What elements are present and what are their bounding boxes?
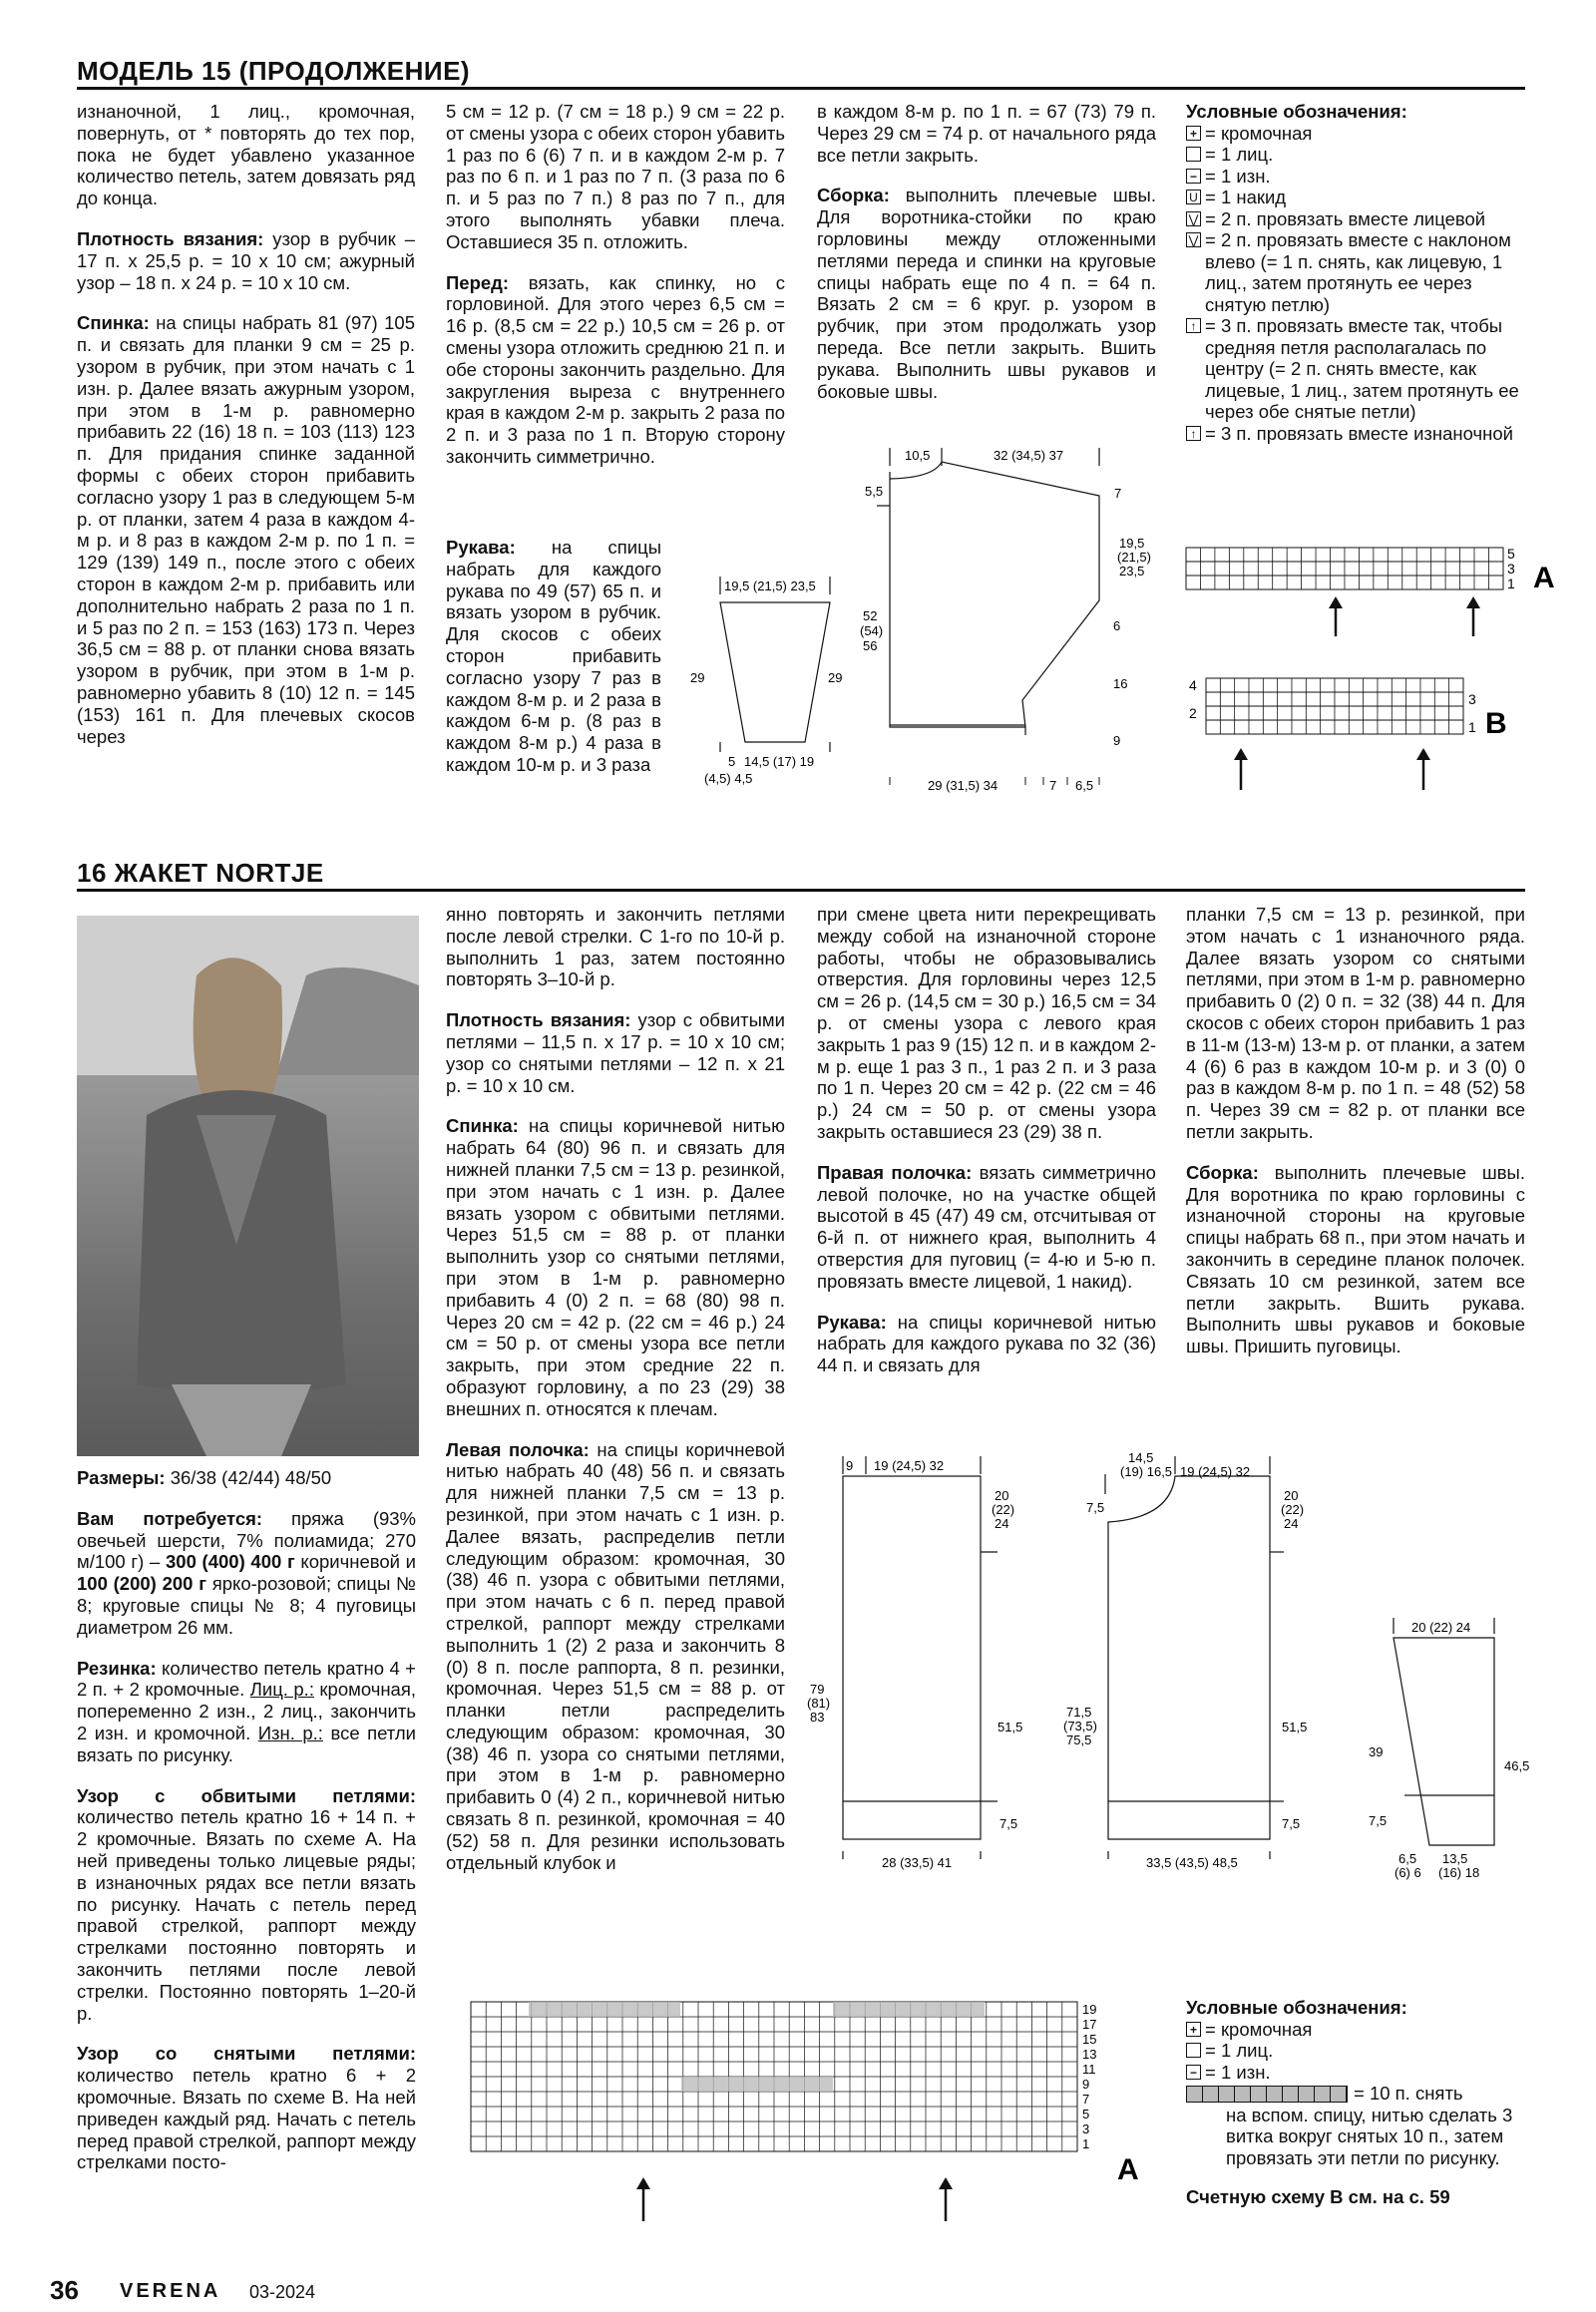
paragraph-back: Спинка: на спицы набрать 81 (97) 105 п. и связать для планки 9 см = 25 р. узором в рубчик, при этом начать с 1 изн. р. Далее вязать ажурным узором, при этом в 1-м р. равномерно прибавить 22 (16) 18 п. = 103 (113) 123 п. Для придания спинке заданной формы с обеих сторон прибавить согласно узору 1 раз в следующем 5-м р. от планки, затем 4 раза в каждом 4-м р. и 8 раз в каждом 2-м р. по 1 п. = 129 (139) 149 п., после этого с обеих сторон в каждом 2-м р. прибавить или дополнительно набрать 2 раза по 1 п. и 5 раз по 2 п. = 153 (163) 173 п. Через 36,5 см = 88 р. от планки снова вязать узором в рубчик, при этом в 1-м р. равномерно убавить 8 (10) 12 п. = 145 (153) 161 п. Для плечевых скосов через bbox=[77, 312, 415, 747]
row-number: 1 bbox=[1507, 576, 1515, 591]
legend-item: − = 1 изн. bbox=[1186, 166, 1525, 188]
dimension-label: 23,5 bbox=[1119, 564, 1145, 578]
dimension-label: (73,5) bbox=[1063, 1719, 1097, 1734]
dimension-label: 19,5 bbox=[1119, 536, 1145, 551]
dimension-label: (4,5) 4,5 bbox=[704, 771, 753, 786]
model15-chart-b bbox=[1186, 670, 1565, 800]
dimension-label: 79 bbox=[810, 1682, 825, 1697]
dimension-label: 24 bbox=[1284, 1516, 1299, 1531]
dimension-label: (6) 6 bbox=[1395, 1865, 1421, 1880]
model16-column-4 bbox=[1186, 904, 1525, 1376]
paragraph-sleeves: Рукава: на спицы коричневой нитью набрать для каждого рукава по 32 (36) 44 п. и связать для bbox=[817, 1311, 1156, 1376]
row-number: 3 bbox=[1082, 2121, 1090, 2136]
paragraph-left-front: Левая полочка: на спицы коричневой нитью набрать 40 (48) 56 п. и связать для нижней планки 7,5 см = 13 р. резинкой, при этом начать с 1 изн. р. Далее вязать, распределив петли следующим образом: кромочная, 30 (38) 46 п. узора с обвитыми петлями, при этом начать с 6 п. перед правой стрелкой, раппорт между стрелками выполнить 1 (2) 2 раза и закончить 8 (0) 8 п. после раппорта, 8 п. резинки, кромочная. Через 51,5 см = 88 р. от планки петли распределить следующим образом: кромочная, 30 (38) 46 п. узора со снятыми петлями, при этом в 1-м р. равномерно прибавить 0 (4) 2 п., коричневой нитью связать 8 п. резинкой, кромочная = 40 (52) 58 п. Для резинки использовать отдельный клубок и bbox=[446, 1438, 785, 1873]
note-chart-b: Счетную схему В см. на с. 59 bbox=[1186, 2186, 1450, 2207]
row-number: 3 bbox=[1468, 691, 1476, 707]
row-number: 3 bbox=[1507, 561, 1515, 577]
model15-column-2 bbox=[446, 101, 785, 487]
legend-item: ↑ = 3 п. провязать вместе изнаночной bbox=[1186, 423, 1525, 445]
chart-letter: A bbox=[1533, 562, 1555, 594]
s2kp-symbol-icon: ↑ bbox=[1186, 318, 1201, 333]
model16-column-3 bbox=[817, 904, 1156, 1395]
model15-sleeves-text bbox=[446, 537, 661, 795]
row-number: 9 bbox=[1082, 2077, 1090, 2092]
dimension-label: 14,5 bbox=[1128, 1450, 1154, 1465]
dimension-label: 5,5 bbox=[865, 484, 884, 499]
row-number: 1 bbox=[1468, 719, 1476, 735]
paragraph-materials: Вам потребуется: пряжа (93% овечьей шерсти, 7% полиамида; 270 м/100 г) – 300 (400) 400 г коричневой и 100 (200) 200 г ярко-розовой; спицы № 8; круговые спицы № 8; 4 пуговицы диаметром 26 мм. bbox=[77, 1507, 417, 1638]
dimension-label: 46,5 bbox=[1504, 1758, 1530, 1773]
dimension-label: 19 (24,5) 32 bbox=[874, 1458, 945, 1473]
row-number: 17 bbox=[1082, 2017, 1097, 2032]
section-rule bbox=[77, 87, 1525, 90]
chart-letter: B bbox=[1485, 707, 1507, 740]
paragraph: при смене цвета нити перекрещивать между собой на изнаночной стороне работы, чтобы не образовывались отверстия. Для горловины через 12,5 см = 26 р. (14,5 см = 30 р.) 16,5 см = 34 р. от смены узора с левого края закрыть 1 раз 9 (15) 12 п. и в каждом 2-м р. еще 1 раз 3 п., 1 раз 2 п. и 3 раза по 1 п. Через 20 см = 42 р. (22 см = 46 р.) 24 см = 50 р. от смены узора закрыть оставшиеся 23 (29) 38 п. bbox=[817, 904, 1156, 1142]
yarn-over-symbol-icon: U bbox=[1186, 190, 1201, 204]
paragraph-right-front: Правая полочка: вязать симметрично левой полочке, но на участке общей высотой в 45 (47) 49 см, отсчитывая от 6-й п. от нижнего края, выполнить 4 отверстия для пуговиц (= 4-ю и 5-ю п. провязать вместе лицевой, 1 накид). bbox=[817, 1161, 1156, 1292]
legend-title: Условные обозначения: bbox=[1186, 1997, 1407, 2018]
legend-item: ⋁ = 2 п. провязать вместе с наклоном влево (= 1 п. снять, как лицевую, 1 лиц., затем протянуть ее через снятую петлю) bbox=[1186, 229, 1525, 315]
model15-body-schematic bbox=[850, 446, 1169, 803]
dimension-label: 29 (31,5) 34 bbox=[928, 778, 998, 793]
row-number: 15 bbox=[1082, 2032, 1097, 2047]
row-number: 2 bbox=[1189, 705, 1197, 721]
dimension-label: 39 bbox=[1369, 1744, 1384, 1759]
dimension-label: 7,5 bbox=[1369, 1813, 1388, 1828]
arrow-up-icon bbox=[1466, 596, 1480, 636]
dimension-label: 19 (24,5) 32 bbox=[1180, 1464, 1251, 1479]
dimension-label: 52 bbox=[863, 608, 878, 623]
dimension-label: 9 bbox=[1113, 733, 1121, 748]
paragraph-assembly: Сборка: выполнить плечевые швы. Для воротника по краю горловины с изнаночной стороны на круговые спицы набрать 68 п., при этом начать и закончить в середине планок полочек. Связать 10 см резинкой, затем все петли закрыть. Вшить рукава. Выполнить швы рукавов и боковые швы. Пришить пуговицы. bbox=[1186, 1161, 1525, 1357]
dimension-label: 7,5 bbox=[999, 1816, 1018, 1831]
paragraph: 5 см = 12 р. (7 см = 18 р.) 9 см = 22 р. от смены узора с обеих сторон убавить 1 раз по 6 (6) 7 п. и в каждом 2-м р. 7 раз по 6 п. и 1 раз по 7 п. (3 раза по 6 п. и 5 раз по 7 п.) 8 раз по 7 п., для этого выполнять убавки плеча. Оставшиеся 35 п. отложить. bbox=[446, 101, 785, 252]
dimension-label: 75,5 bbox=[1066, 1733, 1092, 1747]
legend-item: + = кромочная bbox=[1186, 123, 1525, 145]
arrow-up-icon bbox=[1416, 748, 1430, 790]
legend-item: − = 1 изн. bbox=[1186, 2062, 1545, 2084]
model16-legend bbox=[1186, 1997, 1545, 2208]
section-title-model16: 16 ЖАКЕТ NORTJE bbox=[77, 858, 324, 888]
paragraph-back: Спинка: на спицы коричневой нитью набрать 64 (80) 96 п. и связать для нижней планки 7,5 см = 13 р. резинкой, при этом начать с 1 изн. р. Далее вязать узором с обвитыми петлями. Через 51,5 см = 88 р. от планки выполнить узор со снятыми петлями, при этом в 1-м р. равномерно прибавить 4 (0) 2 п. = 68 (80) 98 п. Через 20 см = 42 р. (22 см = 46 р.) 24 см = 50 р. от смены узора все петли закрыть, при этом средние 22 п. образуют горловину, а по 23 (29) 38 внешних п. относятся к плечам. bbox=[446, 1115, 785, 1419]
model16-front-schematic bbox=[1060, 1450, 1308, 1893]
model16-chart-a bbox=[469, 2000, 1147, 2229]
paragraph-pattern-a: Узор с обвитыми петлями: количество петель кратно 16 + 14 п. + 2 кромочные. Вязать по схеме А. На ней приведены только лицевые ряды; в изнаночных рядах все петли вязать по рисунку. Начать с петель перед правой стрелкой, раппорт между стрелками постоянно повторять и закончить петлями после левой стрелки. Постоянно повторять 1–20-й р. bbox=[77, 1784, 416, 2024]
knit-symbol-icon bbox=[1186, 2043, 1201, 2058]
model15-column-3 bbox=[817, 101, 1156, 421]
arrow-up-icon bbox=[939, 2177, 953, 2221]
dimension-label: 20 bbox=[1284, 1488, 1299, 1503]
legend-item: ⋁ = 2 п. провязать вместе лицевой bbox=[1186, 208, 1525, 230]
row-number: 5 bbox=[1082, 2107, 1090, 2121]
model15-column-1 bbox=[77, 101, 415, 766]
dimension-label: (22) bbox=[992, 1502, 1015, 1517]
dimension-label: 6,5 bbox=[1398, 1851, 1417, 1866]
model15-chart-a bbox=[1186, 543, 1565, 642]
paragraph-assembly: Сборка: выполнить плечевые швы. Для воротника-стойки по краю горловины между отложенными петлями переда и спинки на круговые спицы набрать еще по 4 п. = 64 п. Вязать 2 см = 6 круг. р. узором в рубчик, при этом продолжать узор переда. Все петли закрыть. Вшить рукава. Выполнить швы рукавов и боковые швы. bbox=[817, 185, 1156, 402]
dimension-label: 28 (33,5) 41 bbox=[882, 1855, 953, 1870]
dimension-label: (22) bbox=[1281, 1502, 1305, 1517]
section-rule bbox=[77, 889, 1525, 892]
paragraph-sleeves: Рукава: на спицы набрать для каждого рукава по 49 (57) 65 п. и вязать узором в рубчик. Для скосов с обеих сторон прибавить согласно узору 7 раз в каждом 8-м р. и 2 раза в каждом 6-м р. (8 раз в каждом 8-м р.) 4 раза в каждом 10-м р. и 3 раза bbox=[446, 537, 661, 775]
paragraph-sizes: Размеры: 36/38 (42/44) 48/50 bbox=[77, 1467, 332, 1488]
legend-item-text: на вспом. спицу, нитью сделать 3 витка вокруг снятых 10 п., затем провязать эти петли по рисунку. bbox=[1226, 2104, 1513, 2168]
purl-symbol-icon bbox=[1186, 2065, 1201, 2080]
dimension-label: (54) bbox=[860, 623, 884, 638]
model16-back-schematic bbox=[798, 1454, 1037, 1893]
dimension-label: 29 bbox=[828, 670, 843, 685]
selvage-symbol-icon bbox=[1186, 2022, 1201, 2037]
paragraph: янно повторять и закончить петлями после левой стрелки. С 1-го по 10-й р. выполнить 1 раз, затем постоянно повторять 3–10-й р. bbox=[446, 904, 785, 990]
dimension-label: (21,5) bbox=[1117, 550, 1151, 565]
dimension-label: (81) bbox=[807, 1696, 831, 1711]
model15-legend bbox=[1186, 101, 1525, 444]
dimension-label: 32 (34,5) 37 bbox=[994, 448, 1064, 463]
model16-left-column bbox=[77, 1467, 416, 2192]
dimension-label: 33,5 (43,5) 48,5 bbox=[1146, 1855, 1238, 1870]
selvage-symbol-icon bbox=[1186, 126, 1201, 141]
page-number: 36 bbox=[50, 2275, 79, 2305]
row-number: 19 bbox=[1082, 2002, 1097, 2017]
legend-item: = 10 п. снять bbox=[1186, 2083, 1545, 2105]
legend-item: ↑ = 3 п. провязать вместе так, чтобы средняя петля располагалась по центру (= 2 п. снять вместе, как лицевые, 1 лиц., затем протянуть ее через обе снятые петли) bbox=[1186, 315, 1525, 423]
row-number: 1 bbox=[1082, 2136, 1090, 2151]
arrow-up-icon bbox=[1234, 748, 1248, 790]
ssk-symbol-icon: ⋁ bbox=[1186, 232, 1201, 247]
knit-symbol-icon bbox=[1186, 147, 1201, 162]
dimension-label: 5 bbox=[728, 754, 736, 769]
dimension-label: (19) 16,5 bbox=[1120, 1464, 1173, 1479]
dimension-label: 9 bbox=[846, 1458, 854, 1473]
dimension-label: 24 bbox=[995, 1516, 1009, 1531]
paragraph: изнаночной, 1 лиц., кромочная, повернуть, от * повторять до тех пор, пока не будет убавлено указанное количество петель, затем довязать ряд до конца. bbox=[77, 101, 415, 209]
dimension-label: 14,5 (17) 19 bbox=[744, 754, 815, 769]
dimension-label: 20 (22) 24 bbox=[1411, 1620, 1471, 1635]
section-title-model15: МОДЕЛЬ 15 (ПРОДОЛЖЕНИЕ) bbox=[77, 56, 471, 86]
dimension-label: 7,5 bbox=[1086, 1500, 1105, 1515]
dimension-label: 29 bbox=[690, 670, 705, 685]
arrow-up-icon bbox=[636, 2177, 650, 2221]
row-number: 4 bbox=[1189, 677, 1197, 693]
dimension-label: 7 bbox=[1049, 778, 1057, 793]
dimension-label: 13,5 bbox=[1442, 1851, 1468, 1866]
chart-letter: A bbox=[1117, 2153, 1139, 2186]
dimension-label: 51,5 bbox=[1282, 1720, 1308, 1734]
row-number: 11 bbox=[1082, 2062, 1096, 2077]
paragraph: планки 7,5 см = 13 р. резинкой, при этом начать с 1 изнаночного ряда. Далее вязать узором со снятыми петлями, при этом в 1-м р. равномерно прибавить 0 (2) 0 п. = 32 (38) 44 п. Для скосов с обеих сторон прибавить 1 раз в 11-м (13-м) 13-м р. от планки, а затем 4 (6) 6 раз в каждом 10-м р. и 3 (0) 0 раз в каждом 8-м р. по 1 п. = 48 (52) 58 п. Через 39 см = 82 р. от планки все петли закрыть. bbox=[1186, 904, 1525, 1142]
model15-sleeve-schematic bbox=[680, 573, 850, 798]
dimension-label: (16) 18 bbox=[1438, 1865, 1480, 1880]
dimension-label: 16 bbox=[1113, 676, 1128, 691]
p3tog-symbol-icon: ↑ bbox=[1186, 426, 1201, 441]
paragraph-ribbing: Резинка: количество петель кратно 4 + 2 п. + 2 кромочные. Лиц. р.: кромочная, попеременно 2 изн., 2 лиц., закончить 2 изн. и кромочной. Изн. р.: все петли вязать по рисунку. bbox=[77, 1657, 417, 1765]
dimension-label: 7,5 bbox=[1282, 1816, 1301, 1831]
model16-column-2 bbox=[446, 904, 785, 1892]
paragraph-front: Перед: вязать, как спинку, но с горловиной. Для этого через 6,5 см = 16 р. (8,5 см = 22 р.) 10,5 см = 26 р. от смены узора отложить среднюю 21 п. и обе стороны закончить раздельно. Для закругления выреза с внутреннего края в каждом 2-м р. закрыть 2 раза по 2 п. и 3 раза по 1 п. Вторую сторону закончить симметрично. bbox=[446, 271, 785, 467]
paragraph-gauge: Плотность вязания: узор с обвитыми петлями – 11,5 п. х 17 р. = 10 х 10 см; узор со снятыми петлями – 12 п. х 21 р. = 10 х 10 см. bbox=[446, 1009, 785, 1096]
model-photo bbox=[77, 916, 419, 1456]
dimension-label: 51,5 bbox=[998, 1720, 1023, 1734]
dimension-label: 6 bbox=[1113, 618, 1121, 633]
dimension-label: 20 bbox=[995, 1488, 1009, 1503]
paragraph-gauge: Плотность вязания: узор в рубчик – 17 п. х 25,5 р. = 10 х 10 см; ажурный узор – 18 п. х 24 р. = 10 х 10 см. bbox=[77, 227, 415, 293]
legend-item: = 1 лиц. bbox=[1186, 144, 1525, 166]
row-number: 5 bbox=[1507, 546, 1515, 562]
arrow-up-icon bbox=[1329, 596, 1343, 636]
slip-ten-symbol-icon bbox=[1186, 2086, 1348, 2103]
row-number: 7 bbox=[1082, 2092, 1090, 2107]
purl-symbol-icon bbox=[1186, 169, 1201, 184]
dimension-label: 7 bbox=[1114, 486, 1122, 501]
dimension-label: 83 bbox=[810, 1710, 825, 1725]
paragraph-pattern-b: Узор со снятыми петлями: количество петель кратно 6 + 2 кромочные. Вязать по схеме В. На ней приведен каждый ряд. Начать с петель перед правой стрелкой, раппорт между стрелками посто- bbox=[77, 2043, 416, 2173]
dimension-label: 71,5 bbox=[1066, 1705, 1092, 1720]
magazine-name: VERENA bbox=[120, 2280, 221, 2302]
model16-sleeve-schematic bbox=[1347, 1614, 1546, 1913]
paragraph: в каждом 8-м р. по 1 п. = 67 (73) 79 п. Через 29 см = 74 р. от начального ряда все петли закрыть. bbox=[817, 101, 1156, 166]
dimension-label: 10,5 bbox=[905, 448, 931, 463]
row-number: 13 bbox=[1082, 2047, 1097, 2062]
issue-number: 03-2024 bbox=[249, 2282, 316, 2302]
k2tog-symbol-icon: ⋁ bbox=[1186, 211, 1201, 226]
dimension-label: 19,5 (21,5) 23,5 bbox=[724, 578, 816, 593]
legend-title: Условные обозначения: bbox=[1186, 101, 1407, 122]
woman-in-cardigan-image bbox=[77, 916, 419, 1456]
dimension-label: 56 bbox=[863, 638, 878, 653]
dimension-label: 6,5 bbox=[1075, 778, 1094, 793]
legend-item: U = 1 накид bbox=[1186, 187, 1525, 208]
legend-item: + = кромочная bbox=[1186, 2019, 1545, 2041]
legend-item: = 1 лиц. bbox=[1186, 2040, 1545, 2062]
